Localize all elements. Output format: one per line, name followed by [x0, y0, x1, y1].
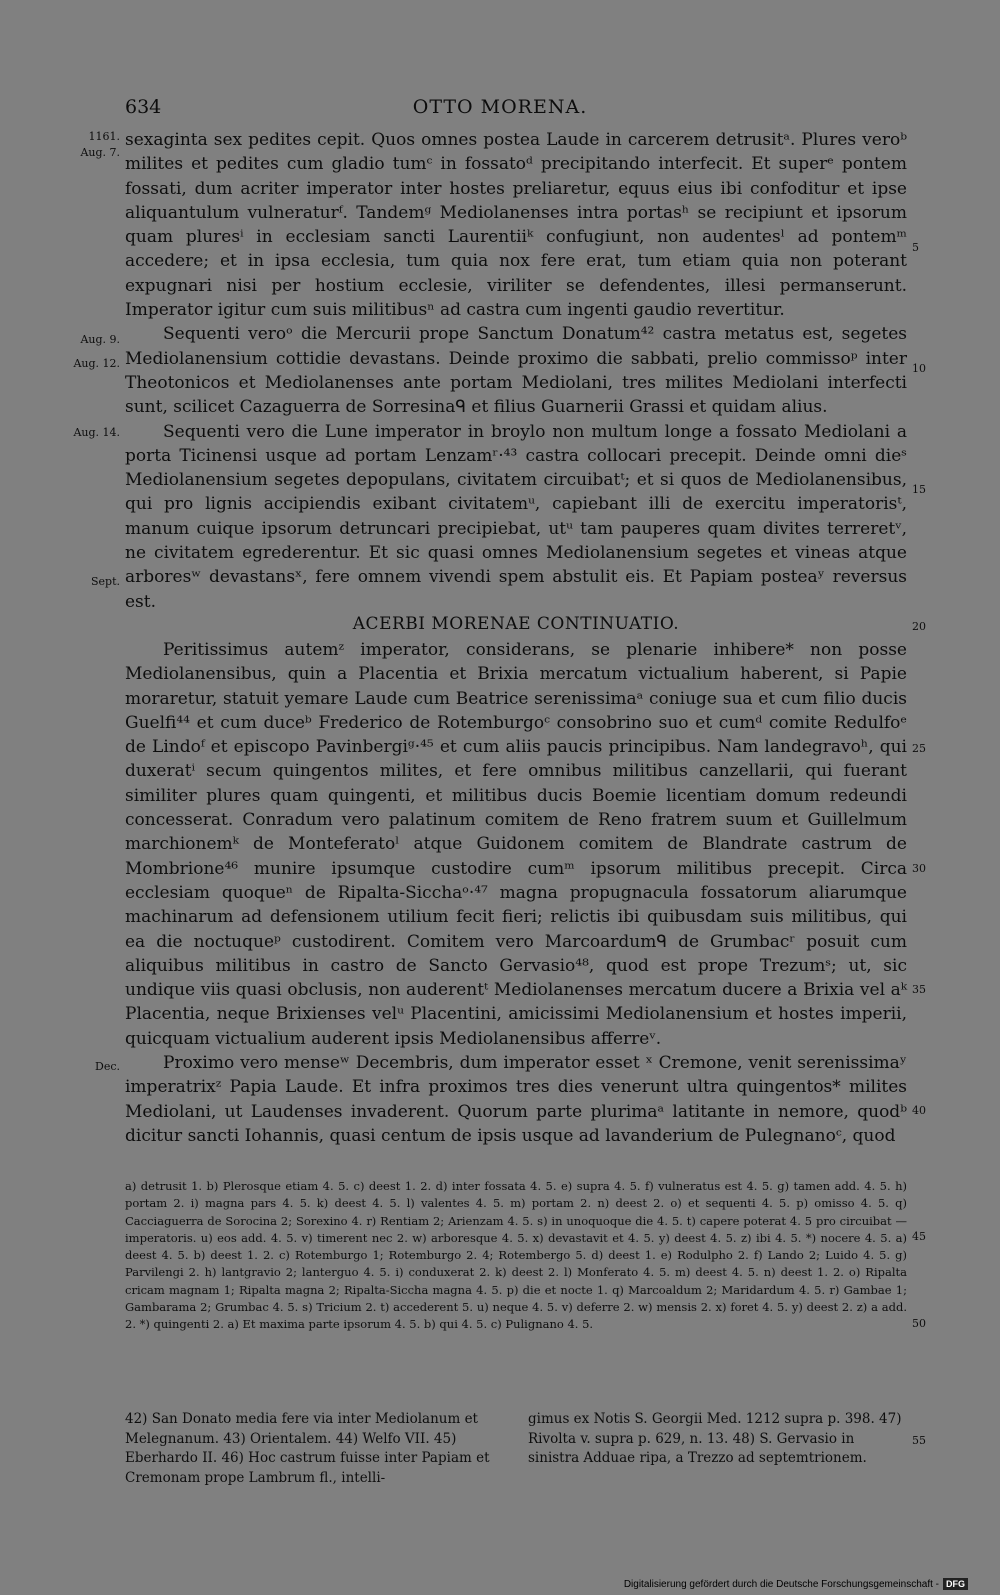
- line-number: 20: [912, 620, 926, 633]
- line-number: 40: [912, 1104, 926, 1117]
- footer-credit: Digitalisierung gefördert durch die Deutsche Forschungsgemeinschaft -: [623, 1578, 939, 1590]
- line-number: 15: [912, 483, 926, 496]
- margin-note: Sept.: [90, 575, 120, 588]
- dfg-logo: DFG: [943, 1578, 968, 1590]
- section-title: ACERBI MORENAE CONTINUATIO.: [352, 614, 680, 634]
- page-number: 634: [125, 96, 162, 118]
- margin-note: Dec.: [95, 1060, 120, 1073]
- paragraph-2: Sequenti veroᵒ die Mercurii prope Sanctum Donatum⁴² castra metatus est, segetes Mediolanensium cottidie devastans. Deinde proximo die sabbati, prelio commissoᵖ inter Theotonicos et Mediolanenses ante portam Mediolani, tres milites Mediolani interfecti sunt, scilicet Cazaguerra de Sorresinaᑫ et filius Guarnerii Grassi et quidam alius.: [125, 324, 907, 418]
- paragraph-1: sexaginta sex pedites cepit. Quos omnes postea Laude in carcerem detrusitᵃ. Plures veroᵇ milites et pedites cum gladio tumᶜ in fossatoᵈ precipitando interfecit. Et superᵉ pontem fossati, dum acriter imperator inter hostes preliaretur, equus eius ibi confoditur et ipse aliquantulum vulneraturᶠ. Tandemᵍ Mediolanenses intra portasʰ se recipiunt et ipsorum quam pluresⁱ in ecclesiam sancti Laurentiiᵏ confugiunt, non audentesˡ ad pontemᵐ accedere; et in ipsa ecclesia, tum quia nox fere erat, tum etiam quia non poterant expugnari nisi per hostium ecclesie, viriliter se defendentes, illesi permanserunt. Imperator igitur cum suis militibusⁿ ad castra cum ingenti gaudio revertitur.: [125, 130, 907, 321]
- line-number: 10: [912, 362, 926, 375]
- critical-apparatus: a) detrusit 1. b) Plerosque etiam 4. 5. c) deest 1. 2. d) inter fossata 4. 5. e) supra 4. 5. f) vulneratus est 4. 5. g) tamen add. 4. 5. h) portam 2. i) magna pars 4. 5. k) deest 4. 5. l) valentes 4. 5. m) portam 2. n) deest 2. o) et sequenti 4. 5. p) omisso 4. 5. q) Cacciaguerra de Sorocina 2; Sorexino 4. r) Rentiam 2; Arienzam 4. 5. s) in unoquoque die 4. 5. t) capere poterat 4. 5 pro circuibat — imperatoris. u) eos add. 4. 5. v) timerent nec 2. w) arboresque 4. 5. x) devastavit et 4. 5. y) deest 4. 5. z) ibi 4. 5. *) nocere 4. 5. a) deest 4. 5. b) deest 1. 2. c) Rotemburgo 1; Rotemburgo 2. 4; Rotembergo 5. d) deest 1. e) Rodulpho 2. f) Lando 2; Luido 4. 5. g) Parvilengi 2. h) lantgravio 2; lanterguo 4. 5. i) conduxerat 2. k) deest 2. l) Monferato 4. 5. m) deest 4. 5. n) deest 1. 2. o) Ripalta cricam magnam 1; Ripalta magna 2; Ripalta-Siccha magna 4. 5. p) die et nocte 1. q) Marcoaldum 2; Maridardum 4. 5. r) Gambae 1; Gambarama 2; Grumbac 4. 5. s) Tricium 2. t) accederent 5. u) neque 4. 5. v) deferre 2. w) mensis 2. x) foret 4. 5. y) deest 2. z) a add. 2. *) quingenti 2. a) Et maxima parte ipsorum 4. 5. b) qui 4. 5. c) Pulignano 4. 5.: [125, 1179, 907, 1332]
- historical-notes-left: 42) San Donato media fere via inter Mediolanum et Melegnanum. 43) Orientalem. 44) Welfo VII. 45) Eberhardo II. 46) Hoc castrum fuisse inter Papiam et Cremonam prope Lambrum fl., intelli-: [125, 1411, 490, 1486]
- paragraph-5: Proximo vero menseʷ Decembris, dum imperator esset ˣ Cremone, venit serenissimaʸ imperatrixᶻ Papia Laude. Et infra proximos tres dies venerunt ultra quingentos* milites Mediolani, ut Laudenses invaderent. Quorum parte plurimaᵃ latitante in nemore, quodᵇ dicitur sancti Iohannis, quasi centum de ipsis usque ad lavanderium de Pulegnanoᶜ, quod: [125, 1053, 907, 1146]
- paragraph-4: Peritissimus autemᶻ imperator, considerans, se plenarie inhibere* non posse Mediolanensibus, quin a Placentia et Brixia mercatum victualium haberent, si Papie moraretur, statuit yemare Laude cum Beatrice serenissimaᵃ coniuge sua et cum filio ducis Guelfi⁴⁴ et cum duceᵇ Frederico de Rotemburgoᶜ consobrino suo et cumᵈ comite Redulfoᵉ de Lindoᶠ et episcopo Pavinbergiᵍ·⁴⁵ et cum aliis paucis principibus. Nam landegravoʰ, qui duxeratⁱ secum quingentos milites, et fere omnibus militibus canzellarii, qui fuerant similiter plures quam quingenti, et militibus ducis Boemie licentiam domum redeundi concesserat. Conradum vero palatinum comitem de Reno fratrem suum et Guillelmum marchionemᵏ de Monteferatoˡ atque Guidonem comitem de Blandrate castrum de Mombrione⁴⁶ munire ipsumque custodire cumᵐ ipsorum militibus precepit. Circa ecclesiam quoqueⁿ de Ripalta-Sicchaᵒ·⁴⁷ magna propugnacula fossatorum aliarumque machinarum ad defensionem utilium fecit fieri; relictis ibi quibusdam suis militibus, qui ea die noctuqueᵖ custodirent. Comitem vero Marcoardumᑫ de Grumbacʳ posuit cum aliquibus militibus in castro de Sancto Gervasio⁴⁸, quod est prope Trezumˢ; ut, sic undique viis quasi obclusis, non auderentᵗ Mediolanenses mercatum ducere a Brixia vel aᵏ Placentia, neque Brixienses velᵘ Placentini, amicissimi Mediolanensium et hostes imperii, quicquam victualium auderent ipsis Mediolanensibus afferreᵛ.: [125, 640, 907, 1049]
- margin-note: Aug. 9.: [80, 333, 120, 346]
- line-number: 30: [912, 862, 926, 875]
- margin-note: 1161.: [88, 130, 120, 143]
- line-number: 25: [912, 742, 926, 755]
- paragraph-3: Sequenti vero die Lune imperator in broylo non multum longe a fossato Mediolani a porta Ticinensi usque ad portam Lenzamʳ·⁴³ castra collocari precepit. Deinde omni dieˢ Mediolanensium segetes depopulans, civitatem circuibatᵗ; et si quos de Mediolanensibus, qui pro lignis accipiendis exibant civitatemᵘ, capiebant illi de exercitu imperatorisᵗ, manum cuique ipsorum detruncari precipiebat, utᵘ tam pauperes quam divites terreretᵛ, ne civitatem egrederentur. Et sic quasi omnes Mediolanensium segetes et vineas atque arboresʷ devastansˣ, fere omnem vivendi spem abstulit eis. Et Papiam posteaʸ reversus est.: [125, 421, 907, 612]
- margin-note: Aug. 12.: [73, 357, 120, 370]
- running-title: OTTO MORENA.: [412, 96, 588, 118]
- line-number: 35: [912, 983, 926, 996]
- line-number: 55: [912, 1434, 926, 1447]
- historical-notes-right: gimus ex Notis S. Georgii Med. 1212 supra p. 398. 47) Rivolta v. supra p. 629, n. 13. 48) S. Gervasio in sinistra Adduae ripa, a Trezzo ad septemtrionem.: [528, 1411, 902, 1466]
- line-number: 50: [912, 1317, 926, 1330]
- line-number: 5: [912, 241, 919, 254]
- margin-note: Aug. 7.: [80, 146, 120, 159]
- footer: [624, 1578, 968, 1590]
- text-block-acerbi: [125, 638, 907, 1148]
- line-number: 45: [912, 1230, 926, 1243]
- margin-note: Aug. 14.: [73, 426, 120, 439]
- text-block-otto: [125, 128, 907, 614]
